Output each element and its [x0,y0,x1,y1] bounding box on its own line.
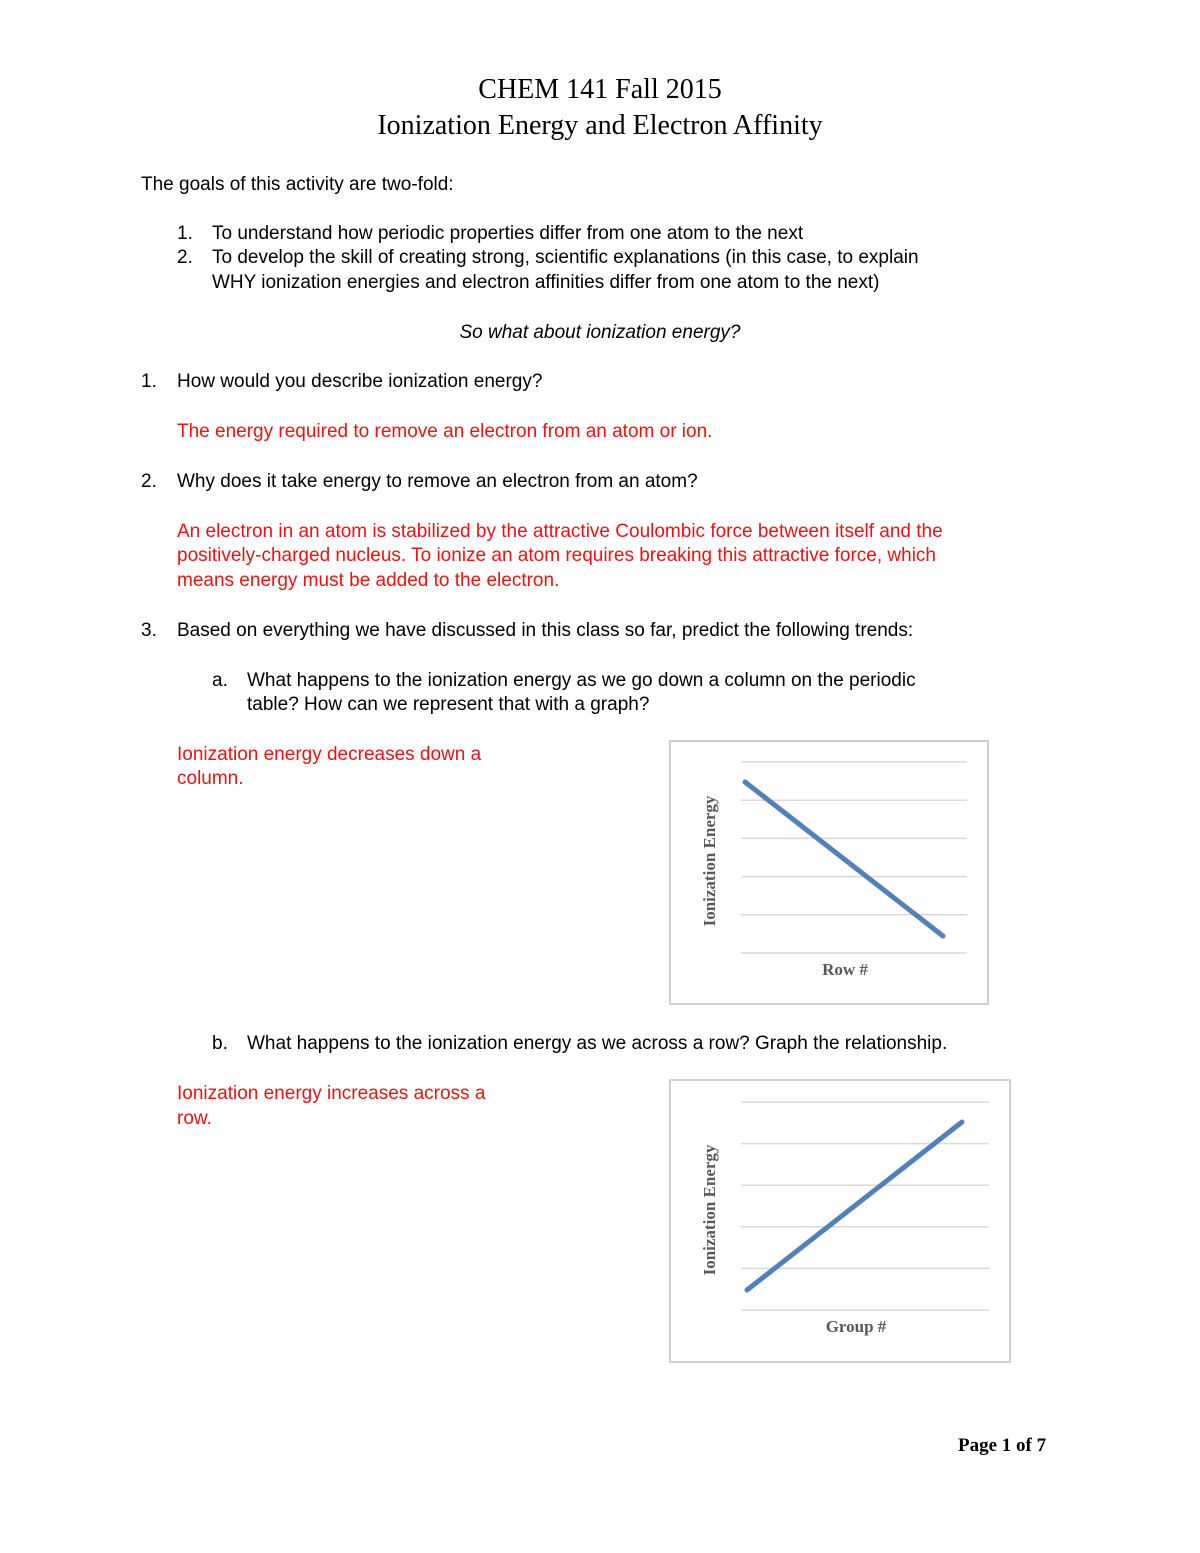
question-text: Based on everything we have discussed in this class so far, predict the following trends: [177,620,914,641]
goal-text: WHY ionization energies and electron affinities differ from one atom to the next) [212,272,880,293]
question-number: 3. [141,620,157,641]
section-heading: So what about ionization energy? [459,322,741,343]
goal-text: To understand how periodic properties differ from one atom to the next [212,223,804,244]
subquestion-letter: b. [212,1033,228,1054]
chart-svg [671,1081,1009,1361]
goal-number: 2. [177,247,193,268]
goal-text: To develop the skill of creating strong, scientific explanations (in this case, to explain [212,247,919,268]
trend-line [745,782,943,936]
chart-ionization-vs-row [669,740,989,1005]
answer-text: row. [177,1108,212,1129]
chart-gridlines [741,1102,989,1310]
answer-text: Ionization energy increases across a [177,1083,486,1104]
intro-lead: The goals of this activity are two-fold: [141,174,454,195]
question-number: 2. [141,471,157,492]
subquestion-text: What happens to the ionization energy as we across a row? Graph the relationship. [247,1033,948,1054]
course-title: CHEM 141 Fall 2015 [478,74,722,105]
question-text: How would you describe ionization energy? [177,371,543,392]
x-axis-title: Row # [822,960,868,979]
answer-text: Ionization energy decreases down a [177,744,482,765]
question-number: 1. [141,371,157,392]
trend-line [747,1122,962,1290]
goal-number: 1. [177,223,193,244]
question-text: Why does it take energy to remove an electron from an atom? [177,471,698,492]
y-axis-title: Ionization Energy [700,795,719,927]
chart-series [747,1122,962,1290]
subquestion-text: table? How can we represent that with a graph? [247,694,650,715]
page-title: Ionization Energy and Electron Affinity [377,110,823,141]
chart-ionization-vs-group [669,1079,1011,1363]
answer-text: An electron in an atom is stabilized by the attractive Coulombic force between itself and the [177,521,943,542]
chart-svg [671,742,987,1003]
x-axis-title: Group # [825,1317,887,1336]
page-number: Page 1 of 7 [958,1435,1047,1456]
answer-text: positively-charged nucleus. To ionize an atom requires breaking this attractive force, which [177,545,936,566]
y-axis-title: Ionization Energy [700,1144,719,1276]
answer-text: means energy must be added to the electron. [177,570,560,591]
chart-gridlines [741,762,967,953]
answer-text: column. [177,768,244,789]
chart-series [745,782,943,936]
answer-text: The energy required to remove an electron from an atom or ion. [177,421,713,442]
subquestion-text: What happens to the ionization energy as we go down a column on the periodic [247,670,916,691]
subquestion-letter: a. [212,670,228,691]
